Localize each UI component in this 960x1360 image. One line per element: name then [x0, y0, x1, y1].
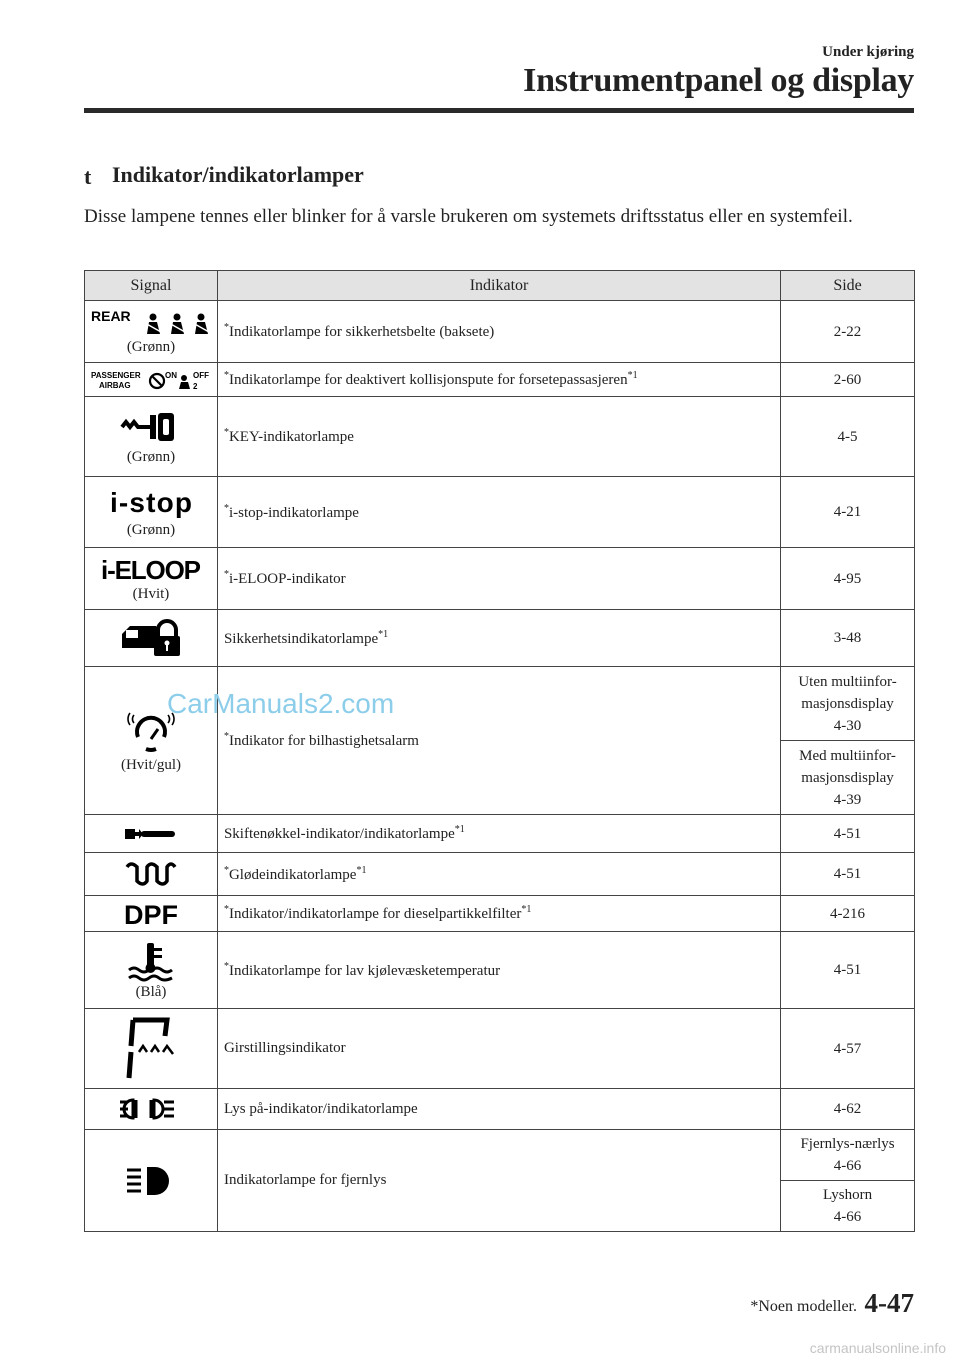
footnote-ref: *1 [356, 864, 367, 876]
model-star: * [223, 904, 229, 915]
page-cell: 4-95 [781, 548, 915, 610]
page-condition: Lyshorn [822, 1187, 873, 1203]
signal-cell [85, 1089, 218, 1130]
table-row [85, 896, 915, 932]
page-cell: 4-51 [781, 815, 915, 853]
gear-position-icon [121, 1016, 181, 1082]
color-label: (Hvit) [132, 586, 170, 602]
signal-cell [85, 477, 218, 548]
site-watermark: carmanualsonline.info [809, 1340, 946, 1356]
chapter-title: Instrumentpanel og display [523, 62, 914, 99]
page-cell: 4-21 [781, 477, 915, 548]
page-condition: masjonsdisplay [801, 695, 894, 712]
i-stop-text: i-stop [109, 486, 192, 518]
indicator-text: Indikator for bilhastighetsalarm [228, 733, 419, 749]
indicator-text: i-stop-indikatorlampe [228, 504, 359, 521]
table-header-row [85, 271, 915, 301]
page-cell: 2-60 [781, 363, 915, 397]
table-row [85, 477, 915, 548]
model-star: * [223, 502, 229, 514]
signal-cell [85, 1009, 218, 1089]
page-cell: 4-57 [781, 1009, 915, 1089]
indicator-text: KEY-indikatorlampe [228, 429, 354, 445]
indicator-text: Glødeindikatorlampe [228, 866, 357, 883]
table-row [85, 610, 915, 667]
i-eloop-icon [96, 554, 206, 584]
table-row [85, 397, 915, 477]
indicator-text: Indikatorlampe for deaktivert kollisjonspute for forsetepassasjeren [228, 372, 628, 388]
page-cell [781, 667, 915, 741]
color-label: (Grønn) [126, 339, 176, 355]
footnote-ref: *1 [627, 370, 638, 381]
signal-cell [85, 896, 218, 932]
signal-cell [85, 815, 218, 853]
lights-on-icon [116, 1096, 186, 1122]
signal-cell [85, 610, 218, 667]
section-bullet: t [84, 164, 92, 189]
header-rule [84, 108, 914, 113]
rear-text: REAR [90, 308, 131, 324]
page-number: 4-66 [833, 1158, 862, 1174]
indicator-text: Indikator/indikatorlampe for dieselpartikkelfilter [228, 906, 522, 922]
table-row [85, 1009, 915, 1089]
signal-cell [85, 1130, 218, 1232]
model-star: * [223, 322, 229, 333]
indicator-text: i-ELOOP-indikator [228, 571, 346, 587]
indicator-cell [217, 815, 780, 853]
high-beam-icon [121, 1164, 181, 1198]
indicator-cell [217, 301, 780, 363]
airbag-text: AIRBAG [98, 380, 131, 390]
page-number: 4-30 [833, 717, 862, 734]
signal-cell [85, 397, 218, 477]
signal-cell [85, 363, 218, 397]
indicator-cell [217, 477, 780, 548]
watermark-text: CarManuals2.com [167, 688, 395, 719]
model-star: * [223, 569, 229, 580]
indicator-text: Skiftenøkkel-indikator/indikatorlampe [223, 826, 455, 842]
color-label: (Hvit/gul) [120, 757, 181, 773]
wrench-icon [121, 823, 181, 845]
footnote-ref: *1 [521, 904, 532, 915]
page-number: 4-39 [833, 791, 862, 808]
passenger-text: PASSENGER [90, 370, 141, 380]
two-text: 2 [192, 381, 198, 391]
indicator-cell [217, 853, 780, 896]
footnote-ref: *1 [378, 628, 389, 640]
i-stop-icon [106, 486, 196, 520]
footnote-ref: *1 [454, 824, 465, 835]
color-label: (Blå) [135, 983, 167, 1000]
signal-cell [85, 548, 218, 610]
indicator-text: Indikatorlampe for fjernlys [223, 1172, 387, 1188]
indicator-cell [217, 363, 780, 397]
header-indicator: Indikator [217, 271, 780, 301]
signal-cell [85, 301, 218, 363]
indicator-cell [217, 932, 780, 1009]
signal-cell [85, 853, 218, 896]
i-eloop-text: i-ELOOP [100, 555, 201, 584]
page-condition: Fjernlys-nærlys [800, 1136, 895, 1152]
security-icon [116, 618, 186, 658]
indicator-text: Lys på-indikator/indikatorlampe [223, 1100, 418, 1117]
page-condition: Med multiinfor- [799, 747, 896, 764]
table-row [85, 1130, 915, 1181]
table-row [85, 548, 915, 610]
passenger-airbag-off-icon [89, 369, 213, 391]
signal-cell [85, 932, 218, 1009]
indicator-text: Indikatorlampe for sikkerhetsbelte (baksete) [228, 324, 495, 340]
indicator-cell [217, 896, 780, 932]
page-cell [781, 1130, 915, 1181]
model-star: * [223, 370, 229, 381]
on-text: ON [164, 370, 177, 380]
page-condition: masjonsdisplay [801, 769, 894, 786]
off-text: OFF [192, 370, 209, 380]
table-row [85, 853, 915, 896]
section-title: Indikator/indikatorlamper [112, 162, 364, 187]
header-page: Side [781, 271, 915, 301]
low-coolant-temp-icon [126, 940, 176, 982]
page-cell [781, 1181, 915, 1232]
page-condition: Uten multiinfor- [798, 673, 897, 690]
page-number: 4-47 [864, 1288, 914, 1318]
indicator-text: Indikatorlampe for lav kjølevæsketemperatur [228, 962, 501, 979]
dpf-text: DPF [123, 899, 178, 928]
indicator-cell [217, 1130, 780, 1232]
page-cell: 2-22 [781, 301, 915, 363]
page-cell: 4-62 [781, 1089, 915, 1130]
page-cell: 4-5 [781, 397, 915, 477]
color-label: (Grønn) [126, 449, 176, 465]
indicator-text: Sikkerhetsindikatorlampe [223, 630, 379, 647]
page-cell: 4-51 [781, 932, 915, 1009]
color-label: (Grønn) [126, 521, 176, 538]
indicator-cell [217, 1009, 780, 1089]
table-row [85, 363, 915, 397]
dpf-icon [116, 900, 186, 928]
page-cell [781, 741, 915, 815]
table-row [85, 815, 915, 853]
key-icon [116, 407, 186, 447]
model-star: * [223, 960, 229, 972]
indicator-text: Girstillingsindikator [223, 1040, 346, 1056]
table-row [85, 1089, 915, 1130]
glow-plug-icon [121, 859, 181, 889]
indicator-table [84, 270, 915, 1232]
page-cell: 3-48 [781, 610, 915, 667]
indicator-cell [217, 548, 780, 610]
table-row [85, 301, 915, 363]
indicator-cell [217, 1089, 780, 1130]
model-star: * [223, 427, 229, 438]
header-signal: Signal [85, 271, 218, 301]
page-number: 4-66 [833, 1209, 862, 1225]
intro-paragraph: Disse lampene tennes eller blinker for å varsle brukeren om systemets driftsstatus eller en systemfeil. [84, 206, 853, 227]
indicator-cell [217, 397, 780, 477]
model-star: * [223, 864, 229, 876]
rear-seatbelt-icon [89, 307, 213, 337]
page-cell: 4-51 [781, 853, 915, 896]
footnote: *Noen modeller. [750, 1298, 857, 1315]
table-row [85, 932, 915, 1009]
model-star: * [223, 731, 229, 742]
chapter-subtitle: Under kjøring [822, 44, 914, 60]
page-cell: 4-216 [781, 896, 915, 932]
indicator-cell [217, 610, 780, 667]
